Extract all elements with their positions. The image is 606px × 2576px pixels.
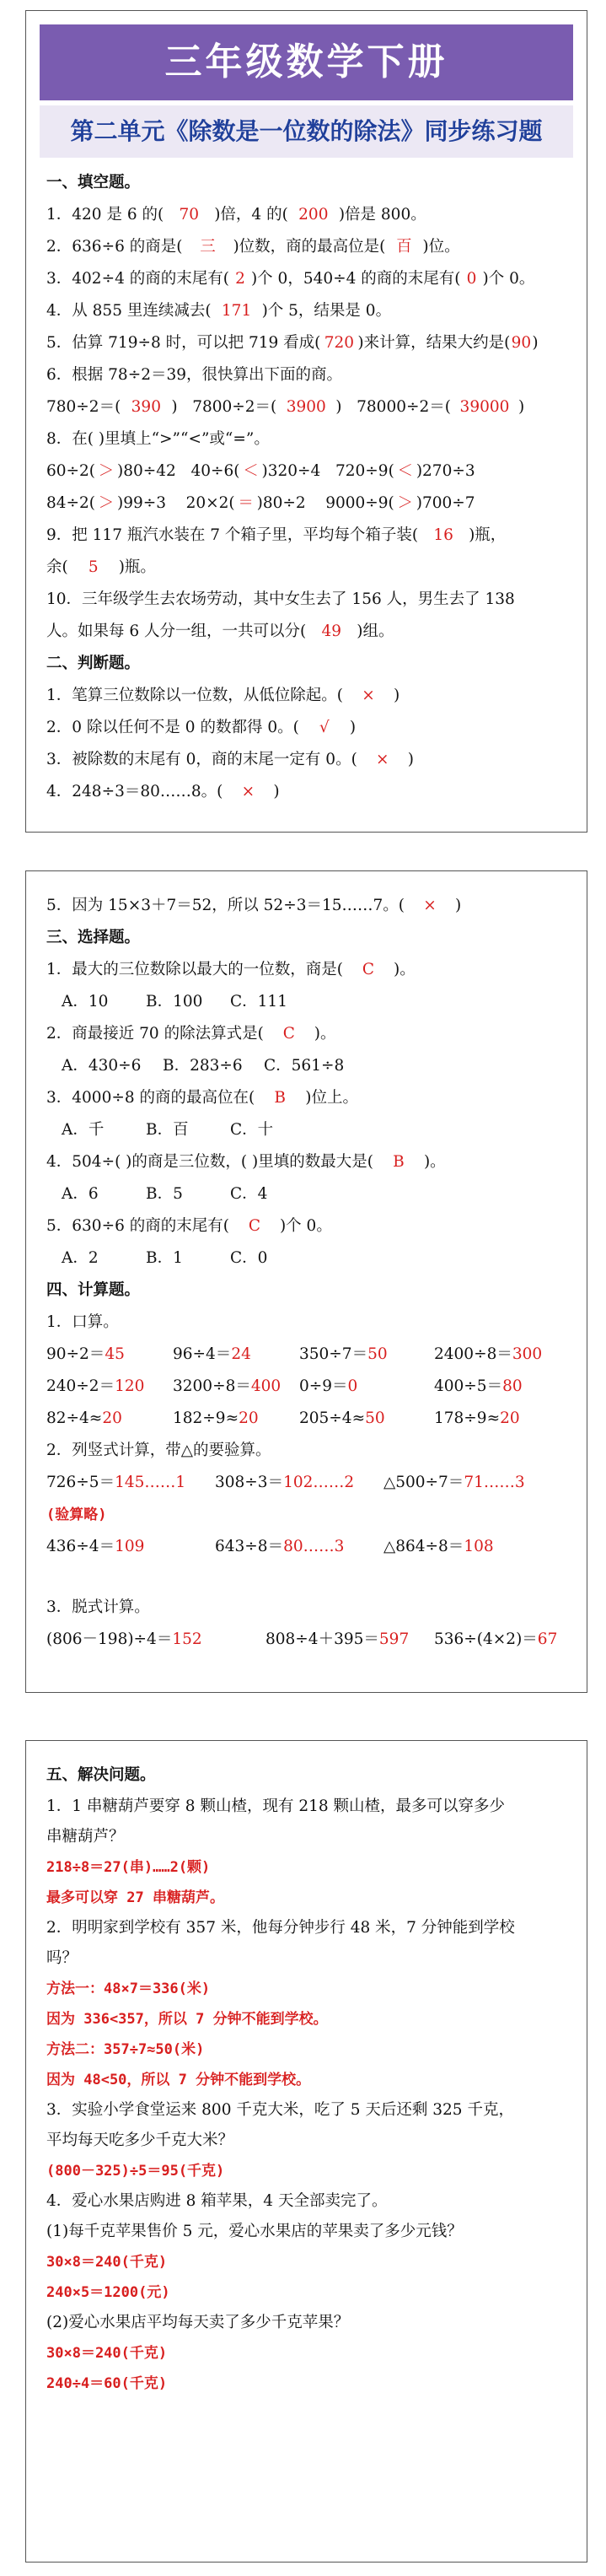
q-text: 60÷2( [46,462,96,480]
q-text: )80÷2 [256,494,306,512]
choice-q5-options [46,1242,569,1275]
q-text: 9000÷9( [325,494,394,512]
problem-3-text-cont: 平均每天吃多少千克大米？ [46,2131,234,2149]
choice-q2 [46,1018,569,1050]
q-text: 2．0 除以任何不是 0 的数都得 0。( [46,719,299,736]
q-text: 3．402÷4 的商的末尾有( [46,270,229,288]
answer: 80……3 [283,1538,345,1555]
oral-item [299,1339,434,1371]
answer: 71……3 [464,1474,525,1491]
fill-q3 [46,263,569,295]
problem-3-text: 3．实验小学食堂运来 800 千克大米，吃了 5 天后还剩 325 千克， [46,2101,514,2119]
problem-4-step-3: 30×8＝240(千克) [46,2345,168,2362]
answer: 720 [324,334,355,352]
problem-1-answer: 最多可以穿 27 串糖葫芦。 [46,1889,224,1906]
q-text: 4．504÷( )的商是三位数，( )里填的数最大是( [46,1153,373,1171]
answer: 20 [102,1409,122,1427]
q-text: 82÷4≈ [46,1409,103,1427]
fill-q6-row [46,391,569,423]
answer: 109 [115,1538,145,1555]
answer: 0 [466,270,477,288]
calc-sub3: 3．脱式计算。 [46,1598,150,1616]
answer: 90 [511,334,532,352]
option: C．十 [230,1121,274,1139]
q-text: )。 [394,961,416,978]
worksheet-page-3 [25,1740,587,2563]
answer: ＞ [397,494,414,512]
answer: 120 [115,1377,145,1395]
oral-item [434,1339,542,1371]
q-text: )位数，商的最高位是( [233,238,386,256]
section-judge-heading: 二、判断题。 [46,655,141,672]
check-note: (验算略) [46,1506,107,1523]
option: A．千 [62,1121,105,1139]
q-text: 3．被除数的末尾有 0，商的末尾一定有 0。( [46,751,357,768]
option: C．4 [230,1185,268,1203]
problem-3-solution: (800－325)÷5＝95(千克) [46,2163,225,2180]
problem-2-method-1: 方法一：48×7＝336(米) [46,1981,211,1997]
choice-q1-options [46,986,569,1018]
fill-q5 [46,327,569,359]
answer: C [248,1217,261,1235]
q-text: )700÷7 [416,494,475,512]
q-text: ) [407,751,415,768]
problem-2-method-2: 方法二：357÷7≈50(米) [46,2041,205,2058]
oral-item [434,1403,520,1435]
vertical-item [215,1467,383,1499]
q-text: 436÷4＝ [46,1538,115,1555]
answer: 20 [500,1409,520,1427]
answer: 三 [200,238,216,256]
choice-q3 [46,1082,569,1114]
q-text: )。 [314,1025,336,1043]
calc-sub2: 2．列竖式计算，带△的要验算。 [46,1442,271,1459]
choice-q2-options [46,1050,569,1082]
fill-q9 [46,520,569,552]
option: C．0 [230,1249,268,1267]
answer: 24 [231,1345,251,1363]
q-text: 9．把 117 瓶汽水装在 7 个箱子里，平均每个箱子装( [46,526,419,544]
problem-1-solution: 218÷8＝27(串)……2(颗) [46,1859,211,1876]
answer: 0 [347,1377,358,1395]
choice-q3-options [46,1114,569,1146]
answer: 50 [365,1409,385,1427]
q-text: 536÷(4×2)＝ [434,1630,538,1648]
q-text: ) [335,398,342,416]
problem-2-conclusion-2: 因为 48<50，所以 7 分钟不能到学校。 [46,2072,311,2088]
answer: 45 [105,1345,125,1363]
vertical-item [46,1531,215,1563]
q-text: 90÷2＝ [46,1345,105,1363]
answer: B [393,1153,405,1171]
section-fill-blank-heading: 一、填空题。 [46,174,141,191]
q-text: 5．因为 15×3＋7＝52，所以 52÷3＝15……7。( [46,897,405,914]
q-text: 5．估算 719÷8 时，可以把 719 看成( [46,334,321,352]
answer: 16 [433,526,453,544]
q-text: )位。 [422,238,460,256]
q-text: 350÷7＝ [299,1345,368,1363]
q-text: 2．636÷6 的商是( [46,238,183,256]
fill-q9-cont [46,552,569,584]
q-text: 2．商最接近 70 的除法算式是( [46,1025,264,1043]
vertical-item [46,1467,215,1499]
option: A．430÷6 [62,1057,142,1075]
q-text: )80÷42 [117,462,176,480]
oral-item [434,1371,523,1403]
problem-4-part-2: (2)爱心水果店平均每天卖了多少千克苹果？ [46,2314,350,2331]
q-text: ) [273,783,280,800]
option: B．1 [146,1249,183,1267]
q-text: 3200÷8＝ [173,1377,251,1395]
choice-q4 [46,1146,569,1178]
vertical-item [383,1531,494,1563]
q-text: 720÷9( [335,462,394,480]
q-text: 205÷4≈ [299,1409,366,1427]
oral-item [173,1371,299,1403]
q-text: 5．630÷6 的商的末尾有( [46,1217,229,1235]
answer: 3900 [286,398,326,416]
answer: 39000 [459,398,510,416]
answer: 5 [88,558,99,576]
answer: B [274,1089,287,1107]
option: B．100 [146,993,203,1010]
answer: 300 [512,1345,543,1363]
judge-q2 [46,712,569,744]
q-text: 780÷2＝( [46,398,121,416]
fill-q6: 6．根据 78÷2＝39，很快算出下面的商。 [46,366,343,384]
q-text: 400÷5＝ [434,1377,503,1395]
vertical-row-1 [46,1467,569,1499]
answer: 390 [131,398,161,416]
judge-q1 [46,680,569,712]
problem-4-step-1: 30×8＝240(千克) [46,2254,168,2271]
option: B．283÷6 [163,1057,243,1075]
oral-item [299,1403,434,1435]
worksheet-page-1 [25,10,587,833]
q-text: 0÷9＝ [299,1377,348,1395]
option: B．百 [146,1121,189,1139]
answer: ＜ [243,462,259,480]
judge-q5 [46,890,569,922]
spacer [46,1563,569,1592]
option: C．561÷8 [264,1057,345,1075]
stepwise-item [265,1624,434,1656]
q-text: 1．最大的三位数除以最大的一位数，商是( [46,961,343,978]
oral-item [46,1371,173,1403]
option: A．6 [62,1185,99,1203]
q-text: 240÷2＝ [46,1377,115,1395]
fill-q10-cont [46,616,569,648]
answer: × [362,687,375,704]
q-text: 808÷4＋395＝ [265,1630,379,1648]
answer: 百 [396,238,412,256]
oral-item [46,1403,173,1435]
q-text: 1．420 是 6 的( [46,206,164,224]
q-text: 40÷6( [190,462,240,480]
oral-item [173,1403,299,1435]
section-calc-heading: 四、计算题。 [46,1281,141,1299]
q-text: 78000÷2＝( [357,398,451,416]
answer: 49 [321,622,342,640]
answer: 102……2 [283,1474,355,1491]
fill-q4 [46,295,569,327]
oral-item [299,1371,434,1403]
option: A．10 [62,993,109,1010]
fill-q10: 10．三年级学生去农场劳动，其中女生去了 156 人，男生去了 138 [46,590,515,608]
answer: 70 [179,206,199,224]
q-text: )倍，4 的( [214,206,288,224]
answer: 50 [367,1345,388,1363]
section-problems-heading: 五、解决问题。 [46,1766,156,1784]
option: B．5 [146,1185,183,1203]
choice-q4-options [46,1178,569,1210]
answer: 145……1 [115,1474,186,1491]
fill-q1 [46,199,569,231]
q-text: )来计算，结果大约是( [357,334,511,352]
q-text: )个 5，结果是 0。 [261,302,392,320]
q-text: 96÷4＝ [173,1345,232,1363]
oral-row-3 [46,1403,569,1435]
answer: 80 [502,1377,523,1395]
q-text: )个 0。 [279,1217,332,1235]
answer: ＞ [98,462,115,480]
q-text: 3．4000÷8 的商的最高位在( [46,1089,255,1107]
q-text: 4．从 855 里连续减去( [46,302,212,320]
page-title: 三年级数学下册 [40,24,573,100]
choice-q5 [46,1210,569,1242]
judge-q3 [46,744,569,776]
choice-q1 [46,954,569,986]
page-1-content [46,167,569,808]
q-text: )瓶， [469,526,507,544]
answer: ＜ [397,462,414,480]
q-text: )倍是 800。 [338,206,426,224]
q-text: 726÷5＝ [46,1474,115,1491]
problem-4-text: 4．爱心水果店购进 8 箱苹果，4 天全部卖完了。 [46,2192,388,2210]
q-text: )99÷3 [117,494,167,512]
q-text: 643÷8＝ [215,1538,284,1555]
q-text: ) [455,897,462,914]
vertical-row-2 [46,1531,569,1563]
oral-item [173,1339,299,1371]
answer: 67 [537,1630,558,1648]
q-text: 人。如果每 6 人分一组，一共可以分( [46,622,307,640]
answer: 20 [239,1409,259,1427]
q-text: )320÷4 [261,462,321,480]
q-text: )组。 [357,622,394,640]
answer: 597 [378,1630,410,1648]
q-text: )位上。 [305,1089,358,1107]
answer: × [423,897,437,914]
q-text: △500÷7＝ [383,1474,464,1491]
answer: √ [319,719,330,736]
fill-q8: 8．在( )里填上“>”“<”或“=”。 [46,430,270,448]
answer: 2 [235,270,245,288]
answer: ＞ [98,494,115,512]
page-2-content [46,890,569,1656]
calc-sub1: 1．口算。 [46,1313,119,1331]
option: C．111 [230,993,287,1010]
oral-row-2 [46,1371,569,1403]
q-text: )。 [423,1153,446,1171]
fill-q8-row2 [46,488,569,520]
q-text: 2400÷8＝ [434,1345,512,1363]
page-3-content [46,1760,569,2399]
q-text: ) [518,398,525,416]
oral-row-1 [46,1339,569,1371]
q-text: ) [349,719,357,736]
q-text: ) [394,687,400,704]
q-text: 20×2( [185,494,235,512]
problem-4-step-4: 240÷4＝60(千克) [46,2375,168,2392]
problem-4-step-2: 240×5＝1200(元) [46,2284,170,2301]
q-text: 余( [46,558,68,576]
q-text: 182÷9≈ [173,1409,239,1427]
unit-subtitle: 第二单元《除数是一位数的除法》同步练习题 [40,105,573,158]
q-text: )个 0，540÷4 的商的末尾有( [250,270,461,288]
q-text: 178÷9≈ [434,1409,501,1427]
q-text: )个 0。 [482,270,535,288]
answer: × [376,751,389,768]
problem-4-part-1: (1)每千克苹果售价 5 元，爱心水果店的苹果卖了多少元钱？ [46,2223,463,2240]
answer: 108 [464,1538,494,1555]
q-text: 308÷3＝ [215,1474,284,1491]
fill-q8-row1 [46,455,569,488]
answer: × [241,783,255,800]
problem-2-text: 2．明明家到学校有 357 米，他每分钟步行 48 米，7 分钟能到学校 [46,1919,515,1937]
answer: C [362,961,375,978]
answer: ＝ [238,494,254,512]
stepwise-item [46,1624,265,1656]
q-text: )瓶。 [118,558,156,576]
answer: 200 [298,206,329,224]
vertical-item [383,1467,525,1499]
q-text: ) [532,334,539,352]
problem-1-text: 1．1 串糖葫芦要穿 8 颗山楂，现有 218 颗山楂，最多可以穿多少 [46,1797,506,1815]
q-text: 84÷2( [46,494,96,512]
option: A．2 [62,1249,99,1267]
worksheet-page-2 [25,870,587,1693]
stepwise-row [46,1624,569,1656]
q-text: 4．248÷3＝80……8。( [46,783,223,800]
vertical-item [215,1531,383,1563]
problem-2-text-cont: 吗？ [46,1949,78,1967]
q-text: 1．笔算三位数除以一位数，从低位除起。( [46,687,343,704]
q-text: 7800÷2＝( [192,398,277,416]
problem-2-conclusion-1: 因为 336<357，所以 7 分钟不能到学校。 [46,2011,328,2028]
q-text: ) [171,398,178,416]
answer: 400 [250,1377,282,1395]
oral-item [46,1339,173,1371]
fill-q2 [46,231,569,263]
q-text: )270÷3 [416,462,475,480]
answer: 171 [221,302,252,320]
problem-1-text-cont: 串糖葫芦？ [46,1828,125,1846]
q-text: △864÷8＝ [383,1538,464,1555]
answer: C [282,1025,295,1043]
answer: 152 [172,1630,202,1648]
section-choice-heading: 三、选择题。 [46,929,141,946]
stepwise-item [434,1624,557,1656]
q-text: (806－198)÷4＝ [46,1630,173,1648]
judge-q4 [46,776,569,808]
